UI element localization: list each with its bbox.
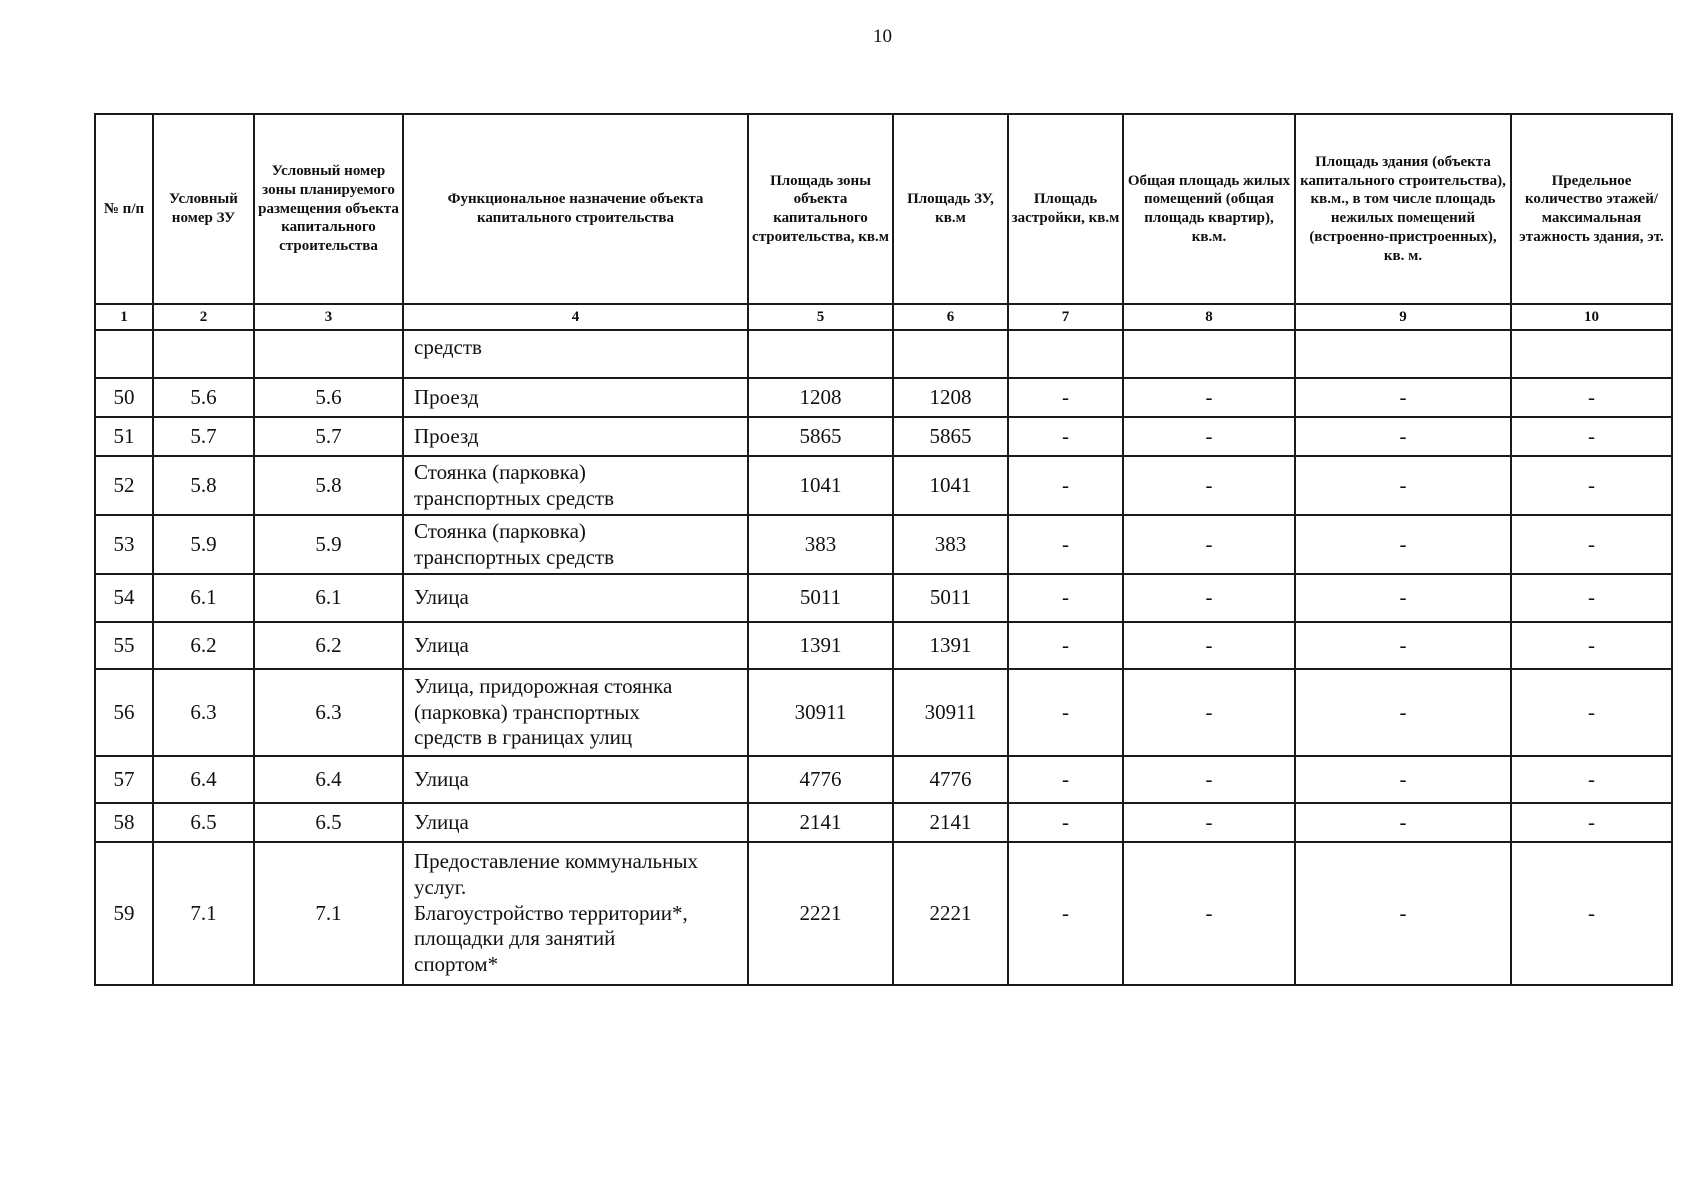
table-row xyxy=(95,378,1672,417)
zone-area: 2141 xyxy=(748,803,893,842)
build-area: - xyxy=(1008,515,1123,574)
living-area: - xyxy=(1123,842,1295,985)
zu-area: 1208 xyxy=(893,378,1008,417)
zu-number: 6.3 xyxy=(153,669,254,756)
living-area: - xyxy=(1123,803,1295,842)
row-number: 53 xyxy=(95,515,153,574)
function-line: Благоустройство территории*, xyxy=(414,900,688,925)
function-cell xyxy=(403,515,748,574)
zu-area: 2221 xyxy=(893,842,1008,985)
column-number: 10 xyxy=(1511,304,1672,330)
zone-area xyxy=(748,330,893,378)
build-area xyxy=(1008,330,1123,378)
header-row xyxy=(95,114,1672,304)
zone-area: 4776 xyxy=(748,756,893,803)
zone-number: 6.3 xyxy=(254,669,403,756)
zone-number: 6.2 xyxy=(254,622,403,669)
zone-number xyxy=(254,330,403,378)
living-area: - xyxy=(1123,456,1295,515)
row-number: 51 xyxy=(95,417,153,456)
build-area: - xyxy=(1008,574,1123,622)
function-cell xyxy=(403,574,748,622)
zu-number xyxy=(153,330,254,378)
function-cell xyxy=(403,842,748,985)
zone-number: 5.7 xyxy=(254,417,403,456)
floors: - xyxy=(1511,378,1672,417)
floors xyxy=(1511,330,1672,378)
function-line: транспортных средств xyxy=(414,485,615,510)
zu-number: 6.4 xyxy=(153,756,254,803)
living-area: - xyxy=(1123,574,1295,622)
table-row xyxy=(95,417,1672,456)
zu-number: 5.8 xyxy=(153,456,254,515)
zu-area: 30911 xyxy=(893,669,1008,756)
function-line: Проезд xyxy=(414,384,479,409)
column-header: Условный номер зоны планируемого размещения объекта капитального строительства xyxy=(254,114,403,304)
column-number: 8 xyxy=(1123,304,1295,330)
row-number xyxy=(95,330,153,378)
zu-area xyxy=(893,330,1008,378)
column-number: 7 xyxy=(1008,304,1123,330)
living-area: - xyxy=(1123,756,1295,803)
building-area: - xyxy=(1295,417,1511,456)
building-area: - xyxy=(1295,756,1511,803)
column-number: 3 xyxy=(254,304,403,330)
row-number: 57 xyxy=(95,756,153,803)
column-number: 9 xyxy=(1295,304,1511,330)
row-number: 59 xyxy=(95,842,153,985)
table-row xyxy=(95,622,1672,669)
column-number: 1 xyxy=(95,304,153,330)
function-cell xyxy=(403,330,748,378)
row-number: 52 xyxy=(95,456,153,515)
zone-number: 6.5 xyxy=(254,803,403,842)
zone-number: 7.1 xyxy=(254,842,403,985)
zone-area: 5865 xyxy=(748,417,893,456)
function-line: услуг. xyxy=(414,875,467,900)
function-line: (парковка) транспортных xyxy=(414,699,640,724)
zone-area: 2221 xyxy=(748,842,893,985)
function-line: Улица, придорожная стоянка xyxy=(414,674,673,699)
floors: - xyxy=(1511,456,1672,515)
table-row xyxy=(95,756,1672,803)
build-area: - xyxy=(1008,622,1123,669)
function-line: Улица xyxy=(414,632,469,657)
living-area: - xyxy=(1123,417,1295,456)
zu-number: 6.5 xyxy=(153,803,254,842)
column-number: 5 xyxy=(748,304,893,330)
function-line: Проезд xyxy=(414,423,479,448)
column-header: № п/п xyxy=(95,114,153,304)
zone-number: 5.8 xyxy=(254,456,403,515)
function-cell xyxy=(403,669,748,756)
building-area: - xyxy=(1295,803,1511,842)
function-line: средств в границах улиц xyxy=(414,725,633,750)
building-area: - xyxy=(1295,669,1511,756)
building-area: - xyxy=(1295,456,1511,515)
zu-area: 5011 xyxy=(893,574,1008,622)
zu-area: 383 xyxy=(893,515,1008,574)
row-number: 54 xyxy=(95,574,153,622)
column-number-row xyxy=(95,304,1672,330)
row-number: 56 xyxy=(95,669,153,756)
function-line: Стоянка (парковка) xyxy=(414,459,586,484)
build-area: - xyxy=(1008,669,1123,756)
floors: - xyxy=(1511,574,1672,622)
column-header: Площадь застройки, кв.м xyxy=(1008,114,1123,304)
building-area: - xyxy=(1295,574,1511,622)
build-area: - xyxy=(1008,803,1123,842)
column-number: 4 xyxy=(403,304,748,330)
zu-area: 1041 xyxy=(893,456,1008,515)
zu-number: 6.1 xyxy=(153,574,254,622)
function-cell xyxy=(403,622,748,669)
living-area: - xyxy=(1123,515,1295,574)
function-line: площадки для занятий xyxy=(414,926,616,951)
function-cell xyxy=(403,378,748,417)
living-area xyxy=(1123,330,1295,378)
zone-area: 5011 xyxy=(748,574,893,622)
table-row xyxy=(95,842,1672,985)
zone-number: 6.4 xyxy=(254,756,403,803)
zu-area: 4776 xyxy=(893,756,1008,803)
zone-number: 6.1 xyxy=(254,574,403,622)
table-row xyxy=(95,574,1672,622)
building-area xyxy=(1295,330,1511,378)
living-area: - xyxy=(1123,669,1295,756)
build-area: - xyxy=(1008,842,1123,985)
function-line: Улица xyxy=(414,585,469,610)
build-area: - xyxy=(1008,456,1123,515)
row-number: 50 xyxy=(95,378,153,417)
floors: - xyxy=(1511,622,1672,669)
zu-number: 5.9 xyxy=(153,515,254,574)
floors: - xyxy=(1511,669,1672,756)
table-row xyxy=(95,330,1672,378)
zu-number: 7.1 xyxy=(153,842,254,985)
building-area: - xyxy=(1295,842,1511,985)
build-area: - xyxy=(1008,378,1123,417)
column-header: Условный номер ЗУ xyxy=(153,114,254,304)
build-area: - xyxy=(1008,417,1123,456)
floors: - xyxy=(1511,756,1672,803)
function-cell xyxy=(403,417,748,456)
zu-number: 5.7 xyxy=(153,417,254,456)
zone-area: 1391 xyxy=(748,622,893,669)
function-line: транспортных средств xyxy=(414,544,615,569)
table-row xyxy=(95,803,1672,842)
zone-number: 5.9 xyxy=(254,515,403,574)
column-header: Площадь ЗУ, кв.м xyxy=(893,114,1008,304)
zu-area: 5865 xyxy=(893,417,1008,456)
floors: - xyxy=(1511,417,1672,456)
land-plot-table xyxy=(94,113,1673,986)
zone-area: 30911 xyxy=(748,669,893,756)
zone-number: 5.6 xyxy=(254,378,403,417)
function-line: Улица xyxy=(414,809,469,834)
column-header: Функциональное назначение объекта капитального строительства xyxy=(403,114,748,304)
building-area: - xyxy=(1295,378,1511,417)
zone-area: 1041 xyxy=(748,456,893,515)
zu-number: 5.6 xyxy=(153,378,254,417)
column-header: Предельное количество этажей/ максимальная этажность здания, эт. xyxy=(1511,114,1672,304)
table-row xyxy=(95,515,1672,574)
column-header: Общая площадь жилых помещений (общая площадь квартир), кв.м. xyxy=(1123,114,1295,304)
function-cell xyxy=(403,803,748,842)
living-area: - xyxy=(1123,622,1295,669)
zone-area: 1208 xyxy=(748,378,893,417)
table-row xyxy=(95,456,1672,515)
table-row xyxy=(95,669,1672,756)
row-number: 58 xyxy=(95,803,153,842)
page-number: 10 xyxy=(873,26,892,47)
column-number: 6 xyxy=(893,304,1008,330)
function-line: Улица xyxy=(414,766,469,791)
column-header: Площадь зоны объекта капитального строительства, кв.м xyxy=(748,114,893,304)
building-area: - xyxy=(1295,622,1511,669)
function-line: спортом* xyxy=(414,951,499,976)
function-line: средств xyxy=(414,335,482,359)
floors: - xyxy=(1511,515,1672,574)
zu-area: 2141 xyxy=(893,803,1008,842)
column-number: 2 xyxy=(153,304,254,330)
floors: - xyxy=(1511,803,1672,842)
zu-number: 6.2 xyxy=(153,622,254,669)
function-cell xyxy=(403,456,748,515)
zone-area: 383 xyxy=(748,515,893,574)
function-line: Предоставление коммунальных xyxy=(414,849,698,874)
build-area: - xyxy=(1008,756,1123,803)
living-area: - xyxy=(1123,378,1295,417)
floors: - xyxy=(1511,842,1672,985)
function-line: Стоянка (парковка) xyxy=(414,518,586,543)
row-number: 55 xyxy=(95,622,153,669)
column-header: Площадь здания (объекта капитального строительства), кв.м., в том числе площадь нежилых помещений (встроенно-пристроенных), кв. м. xyxy=(1295,114,1511,304)
building-area: - xyxy=(1295,515,1511,574)
zu-area: 1391 xyxy=(893,622,1008,669)
function-cell xyxy=(403,756,748,803)
